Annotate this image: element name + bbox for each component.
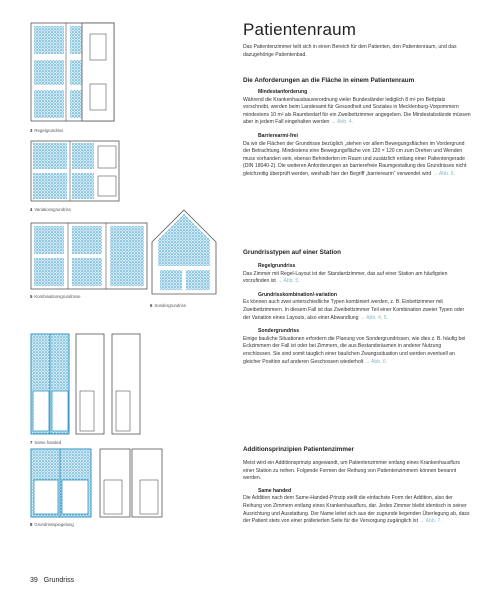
section-heading-additionsprinzipien: Additionsprinzipien Patientenzimmer [243, 446, 354, 453]
caption-fig5: 5 Kombinationsgrundrisse [30, 294, 81, 299]
subheading-sondergrundriss: Sondergrundriss [258, 328, 300, 335]
subheading-barrierearm: Barrierearm/-frei [258, 132, 298, 139]
subheading-mindestanforderung: Mindestanforderung [258, 89, 308, 95]
caption-fig6: 6 Sondergrundriss [150, 303, 186, 308]
paragraph-mindestanforderung: Während die Krankenhausbauverordnung vieler Bundesländer lediglich 8 m² pro Bettplatz vorschreibt, werden beim Landesamt für Gesundheit und Soziales in Mecklenburg-Vorpommern mindestens 10 m² als Raumbedarf für ein Zweibettzimmer angegeben. Die Mindestabstände müssen aber in jedem Fall eingehalten werden → Abb. 4. [243, 96, 471, 126]
subheading-kombination: Grundrisskombination/-variation [258, 291, 337, 298]
caption-fig3: 3 Regelgrundriss [30, 128, 64, 133]
floorplan-same-handed [30, 333, 142, 435]
paragraph-additionsprinzipien: Meist wird ein Additionsprinzip angewandt, um Patientenzimmer entlang eines Krankenhausflurs einer Station zu reihen. Folgende Formen der Reihung von Patientenzimmern können benannt werden. [243, 460, 460, 482]
paragraph-regelgrundriss: Das Zimmer mit Regel-Layout ist der Standardzimmer, das auf einer Station am häufigsten vorzufinden ist → Abb. 5. [243, 270, 448, 285]
caption-fig8: 8 Grundrissspiegelung [30, 522, 74, 527]
floorplan-variationsgrundriss [30, 140, 120, 202]
page-footer [30, 577, 74, 584]
floorplan-kombinationsgrundrisse [30, 222, 148, 290]
floorplan-sondergrundriss [150, 208, 218, 298]
subheading-same-handed: Same handed [258, 487, 292, 494]
subheading-regelgrundriss: Regelgrundriss [258, 263, 296, 269]
intro-block [243, 44, 471, 59]
section-heading-grundrisstypen: Grundrisstypen auf einer Station [243, 249, 341, 256]
paragraph-kombination: Es können auch zwei unterschiedliche Typen kombiniert werden, z. B. Einbettzimmer mit Zweibettzimmern. In diesem Fall ist das Zweibettzimmer Teil einer Kombination zweier Typen oder der Variation eines Layouts, also einer Abwandlung → Abb. 4, 5. [243, 299, 465, 321]
floorplan-grundrissspiegelung [30, 448, 165, 518]
footer-section: Grundriss [43, 577, 75, 584]
section-anforderungen [243, 77, 471, 179]
paragraph-same-handed: Die Addition nach dem Same-Handed-Prinzip stellt die einfachste Form der Addition, also der Reihung von Zimmern entlang eines Krankenhausflurs, dar. Jedes Zimmer bleibt identisch in seiner Ausrichtung und Ausstattung. Der Name leitet sich aus der zugrunde liegenden Überlegung ab, dass der Patient stets von einer präferierten Seite für die Versorgung zugänglich ist → Abb. 7. [243, 495, 470, 525]
section-heading-anforderungen: Die Anforderungen an die Fläche in einem Patientenraum [243, 77, 415, 84]
paragraph-sondergrundriss: Einige bauliche Situationen erfordern die Planung von Sondergrundrissen, wie dies z. B. häufig bei Eckzimmern der Fall ist oder bei Zimmern, die aus Bestandsräumen in anderer Nutzung erschlossen. Sie sind somit tauglich einer baulichen Zwangssituation und werden eventuell an gleicher Position auf anderen Geschossen wiederholt → Abb. 6. [243, 335, 466, 365]
paragraph-barrierearm: Da wir die Flächen der Grundrisse bezüglich „stehen vor allem Bewegungsflächen im Vordergrund der Betrachtung. Mindestens eine Bewegungsfläche von 120 × 120 cm zum Drehen und Wenden muss vorhanden sein, ebenso Behinderten im Raum und zusätzlich entlang einer Patientengerade (DIN 18040-2). Die weiteren Anforderungen an barrierefreie Raumgestaltung des Grundrisses nicht gleichzeitig überprüft werden, weshalb hier der Begriff „barrierearm“ verwendet wird → Abb. 6. [243, 140, 467, 177]
page-number: 39 [30, 577, 38, 584]
page-title: Patientenraum [243, 20, 357, 39]
caption-fig4: 4 Variationsgrundriss [30, 207, 71, 212]
caption-fig7: 7 Same handed [30, 440, 62, 445]
intro-paragraph: Das Patientenzimmer teilt sich in einen Bereich für den Patienten, den Patientenraum, und das dazugehörige Patientenbad. [243, 44, 457, 58]
section-grundrisstypen [243, 249, 471, 366]
section-additionsprinzipien [243, 446, 471, 526]
floorplan-regelgrundriss-detail [78, 22, 116, 122]
